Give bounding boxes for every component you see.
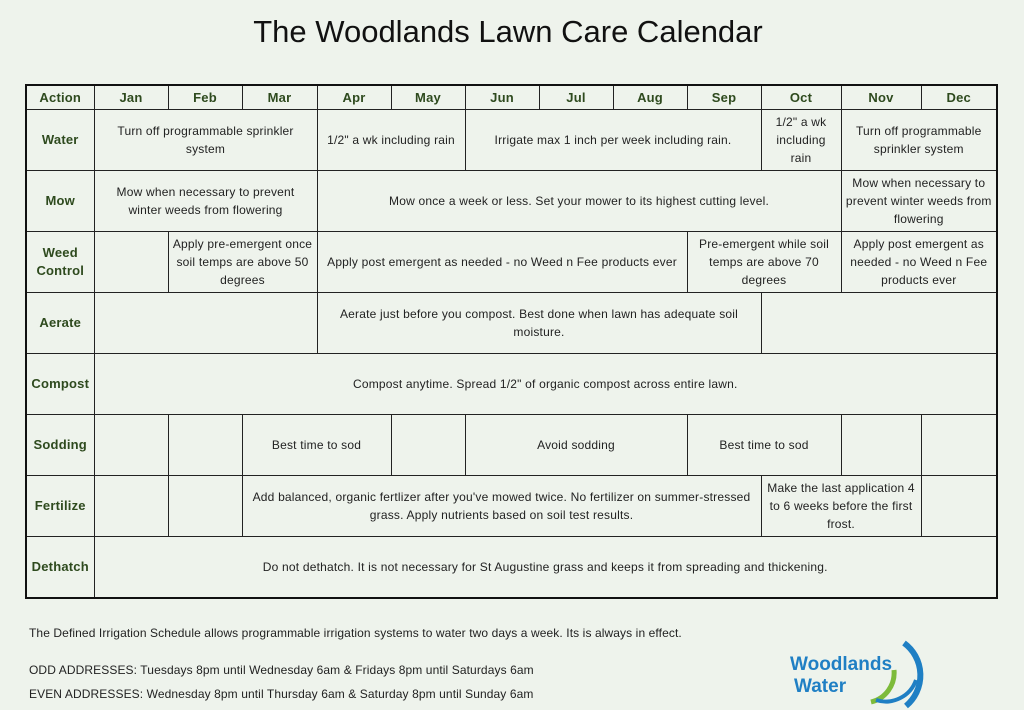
calendar-cell: Add balanced, organic fertlizer after you've mowed twice. No fertilizer on summer-stressed grass. Apply nutrients based on soil test results. [242,476,761,537]
empty-cell [391,415,465,476]
empty-cell [921,415,997,476]
empty-cell [761,293,997,354]
header-row [26,85,997,110]
calendar-cell: Best time to sod [242,415,391,476]
empty-cell [168,476,242,537]
empty-cell [921,476,997,537]
calendar-cell: Mow when necessary to prevent winter weeds from flowering [94,171,317,232]
page-title: The Woodlands Lawn Care Calendar [253,14,763,49]
row-label: Fertilize [26,476,94,537]
column-header-action: Action [26,85,94,110]
calendar-cell: Aerate just before you compost. Best done when lawn has adequate soil moisture. [317,293,761,354]
column-header-jul: Jul [539,85,613,110]
even-addresses-schedule: EVEN ADDRESSES: Wednesday 8pm until Thursday 6am & Saturday 8pm until Sunday 6am [29,687,534,701]
odd-addresses-schedule: ODD ADDRESSES: Tuesdays 8pm until Wednesday 6am & Fridays 8pm until Saturdays 6am [29,663,534,677]
calendar-cell: Mow once a week or less. Set your mower to its highest cutting level. [317,171,841,232]
calendar-cell: Compost anytime. Spread 1/2" of organic compost across entire lawn. [94,354,997,415]
lawn-care-calendar-table [25,84,998,599]
row-label: Weed Control [26,232,94,293]
column-header-feb: Feb [168,85,242,110]
calendar-cell: Apply post emergent as needed - no Weed n Fee products ever [317,232,687,293]
table-row-dethatch [26,537,997,599]
table-row-fertilize [26,476,997,537]
calendar-cell: Turn off programmable sprinkler system [94,110,317,171]
calendar-cell: Do not dethatch. It is not necessary for St Augustine grass and keeps it from spreading and thickening. [94,537,997,599]
irrigation-note: The Defined Irrigation Schedule allows programmable irrigation systems to water two days a week. Its is always in effect. [29,626,682,640]
column-header-sep: Sep [687,85,761,110]
empty-cell [94,232,168,293]
logo-text-line2: Water [794,676,847,697]
row-label: Dethatch [26,537,94,599]
row-label: Aerate [26,293,94,354]
calendar-cell: Avoid sodding [465,415,687,476]
calendar-cell: Apply post emergent as needed - no Weed n Fee products ever [841,232,997,293]
calendar-cell: Irrigate max 1 inch per week including rain. [465,110,761,171]
column-header-nov: Nov [841,85,921,110]
table-row-aerate [26,293,997,354]
row-label: Compost [26,354,94,415]
table-row-weed-control [26,232,997,293]
table-row-sodding [26,415,997,476]
calendar-cell: Turn off programmable sprinkler system [841,110,997,171]
calendar-cell: Mow when necessary to prevent winter weeds from flowering [841,171,997,232]
table-row-mow [26,171,997,232]
logo-text-line1: Woodlands [790,654,893,675]
column-header-oct: Oct [761,85,841,110]
calendar-cell: Apply pre-emergent once soil temps are above 50 degrees [168,232,317,293]
calendar-cell: 1/2" a wk including rain [761,110,841,171]
calendar-cell: 1/2" a wk including rain [317,110,465,171]
table-row-water [26,110,997,171]
row-label: Mow [26,171,94,232]
row-label: Sodding [26,415,94,476]
table-row-compost [26,354,997,415]
empty-cell [168,415,242,476]
column-header-aug: Aug [613,85,687,110]
calendar-cell: Make the last application 4 to 6 weeks before the first frost. [761,476,921,537]
row-label: Water [26,110,94,171]
empty-cell [94,415,168,476]
column-header-jan: Jan [94,85,168,110]
column-header-mar: Mar [242,85,317,110]
woodlands-water-logo [786,640,946,700]
calendar-cell: Best time to sod [687,415,841,476]
column-header-apr: Apr [317,85,391,110]
calendar-cell: Pre-emergent while soil temps are above 70 degrees [687,232,841,293]
empty-cell [841,415,921,476]
column-header-may: May [391,85,465,110]
column-header-dec: Dec [921,85,997,110]
empty-cell [94,293,317,354]
column-header-jun: Jun [465,85,539,110]
empty-cell [94,476,168,537]
